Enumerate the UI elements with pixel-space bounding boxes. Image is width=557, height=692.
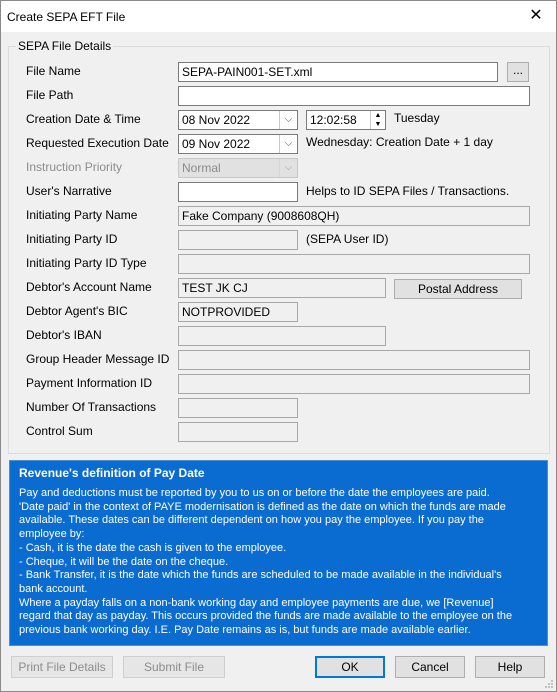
group-header-message-id-field — [178, 350, 530, 370]
window-title: Create SEPA EFT File — [7, 10, 126, 24]
info-line: employee by: — [19, 528, 85, 541]
info-line: - Bank Transfer, it is the date which the funds are scheduled to be made available in the individual's — [19, 569, 502, 582]
pay-date-info-panel — [9, 460, 548, 646]
group-header-message-id-label: Group Header Message ID — [26, 352, 170, 366]
ok-button[interactable]: OK — [315, 656, 385, 678]
title-bar — [1, 1, 556, 32]
creation-date-value: 08 Nov 2022 — [182, 113, 251, 127]
users-narrative-input[interactable] — [178, 182, 298, 202]
browse-button[interactable]: ... — [507, 62, 529, 82]
submit-file-button[interactable]: Submit File — [123, 656, 225, 678]
info-line: - Cheque, it will be the date on the cheque. — [19, 555, 229, 568]
help-button[interactable]: Help — [475, 656, 545, 678]
info-line: - Cash, it is the date the cash is given to the employee. — [19, 541, 287, 554]
number-of-transactions-field — [178, 398, 298, 418]
debtor-agents-bic-field: NOTPROVIDED — [178, 302, 298, 322]
info-heading: Revenue's definition of Pay Date — [19, 466, 205, 480]
initiating-party-name-field: Fake Company (9008608QH) — [178, 206, 530, 226]
payment-information-id-field — [178, 374, 530, 394]
instruction-priority-value: Normal — [182, 161, 221, 175]
creation-date-picker[interactable] — [178, 110, 298, 130]
initiating-party-name-label: Initiating Party Name — [26, 208, 138, 222]
creation-time-spinner[interactable] — [306, 110, 386, 130]
cancel-button[interactable]: Cancel — [395, 656, 465, 678]
initiating-party-id-help: (SEPA User ID) — [306, 232, 389, 246]
payment-information-id-label: Payment Information ID — [26, 376, 153, 390]
creation-day-text: Tuesday — [394, 111, 440, 125]
execution-date-value: 09 Nov 2022 — [182, 137, 251, 151]
initiating-party-id-label: Initiating Party ID — [26, 232, 118, 246]
instruction-priority-select — [178, 158, 298, 178]
instruction-priority-label: Instruction Priority — [26, 160, 123, 174]
debtors-account-name-field: TEST JK CJ — [178, 278, 386, 298]
initiating-party-id-type-label: Initiating Party ID Type — [26, 256, 147, 270]
info-line: previous bank working day. I.E. Pay Date remains as is, but funds are made available earlier. — [19, 624, 471, 637]
execution-date-picker[interactable] — [178, 134, 298, 154]
initiating-party-id-type-field — [178, 254, 530, 274]
postal-address-button[interactable]: Postal Address — [394, 279, 522, 299]
requested-execution-date-label: Requested Execution Date — [26, 136, 169, 150]
time-spin-control[interactable] — [370, 111, 385, 129]
print-file-details-button[interactable]: Print File Details — [11, 656, 113, 678]
number-of-transactions-label: Number Of Transactions — [26, 400, 157, 414]
chevron-down-icon: ⌵ — [279, 159, 297, 177]
info-line: bank account. — [19, 582, 88, 595]
debtors-account-name-label: Debtor's Account Name — [26, 280, 152, 294]
spin-down-icon[interactable]: ▼ — [374, 121, 382, 128]
chevron-down-icon[interactable]: ⌵ — [279, 111, 297, 129]
creation-datetime-label: Creation Date & Time — [26, 112, 141, 126]
group-title: SEPA File Details — [18, 39, 112, 53]
close-icon[interactable]: ✕ — [529, 7, 543, 24]
initiating-party-id-field — [178, 230, 298, 250]
file-path-input[interactable] — [178, 86, 530, 106]
info-line: regard that day as payday. This occurs provided the funds are made available to the employee on the — [19, 610, 513, 623]
resize-grip-icon[interactable] — [544, 679, 554, 689]
info-line: Pay and deductions must be reported by you to us on or before the date the employees are paid. — [19, 487, 490, 499]
file-path-label: File Path — [26, 88, 74, 102]
info-line: 'Date paid' in the context of PAYE modernisation is defined as the date on which the funds are made — [19, 500, 506, 513]
debtor-agents-bic-label: Debtor Agent's BIC — [26, 304, 128, 318]
chevron-down-icon[interactable]: ⌵ — [279, 135, 297, 153]
info-line: available. These dates can be different dependent on how you pay the employee. If you pay the — [19, 514, 484, 527]
file-name-input[interactable]: SEPA-PAIN001-SET.xml — [178, 62, 498, 82]
control-sum-label: Control Sum — [26, 424, 93, 438]
execution-note-text: Wednesday: Creation Date + 1 day — [306, 135, 493, 149]
users-narrative-help: Helps to ID SEPA Files / Transactions. — [306, 184, 510, 198]
creation-time-value: 12:02:58 — [310, 113, 357, 127]
users-narrative-label: User's Narrative — [26, 184, 112, 198]
control-sum-field — [178, 422, 298, 442]
debtors-iban-label: Debtor's IBAN — [26, 328, 102, 342]
spin-up-icon[interactable]: ▲ — [374, 112, 382, 119]
file-name-label: File Name — [26, 64, 81, 78]
info-body — [19, 487, 544, 638]
debtors-iban-field — [178, 326, 386, 346]
info-line: Where a payday falls on a non-bank working day and employee payments are due, we [Revenue] — [19, 596, 494, 609]
